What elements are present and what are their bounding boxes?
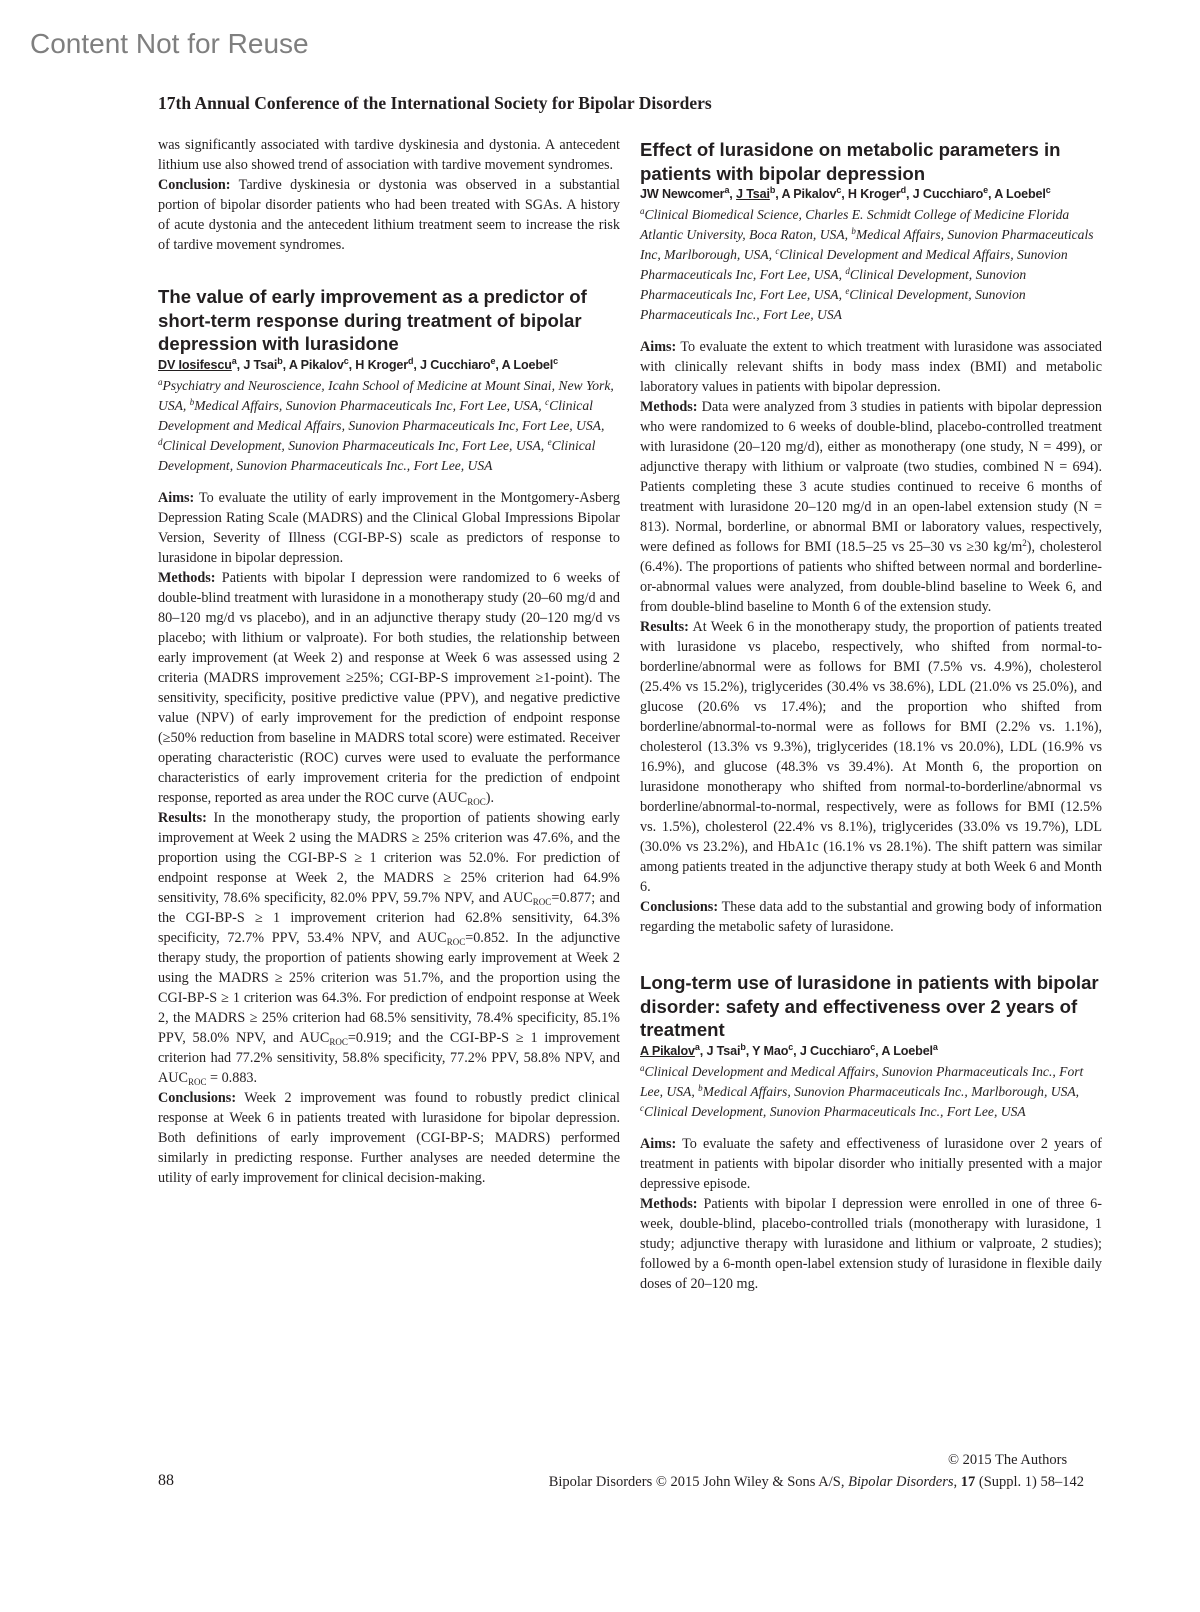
auc-subscript: ROC <box>532 896 552 907</box>
author-affiliation-mark: e <box>983 185 988 195</box>
results-label: Results: <box>640 619 689 635</box>
affiliation-text: Psychiatry and Neuroscience, Icahn School of Medicine at Mount Sinai, New York, USA, <box>158 377 614 413</box>
results-paragraph <box>640 617 1102 897</box>
affiliation-text: Medical Affairs, Sunovion Pharmaceuticals Inc, Fort Lee, USA, <box>194 397 546 413</box>
author-affiliation-mark: a <box>694 1041 700 1052</box>
results-text: =0.852. In the adjunctive therapy study, the proportion of patients showing early improvement at Week 2 using the MADRS ≥ 25% criterion was 51.7%, and the proportion using the CGI-BP-S ≥ 1 criterion was 64.3%. For prediction of endpoint response at Week 2, the MADRS ≥ 25% criterion had 68.5% sensitivity, 78.4% specificity, 85.1% PPV, 58.0% NPV, and AUC <box>158 929 620 1046</box>
methods-text: Patients with bipolar I depression were randomized to 6 weeks of double-blind treatment with lurasidone in a monotherapy study (20–60 mg/d and 80–120 mg/d vs placebo), and in an adjunctive therapy study (20–120 mg/d vs placebo; with lithium or valproate). For both studies, the relationship between early improvement (at Week 2) and response at Week 6 was assessed using 2 criteria (MADRS improvement ≥25%; CGI-BP-S improvement ≥1-point). The sensitivity, specificity, positive predictive value (PPV), and negative predictive value (NPV) of early improvement for the prediction of endpoint response (≥50% reduction from baseline in MADRS total score) were estimated. Receiver operating characteristic (ROC) curves were used to evaluate the performance characteristics of early improvement criteria for the prediction of endpoint response, reported as area under the ROC curve (AUC <box>158 569 620 806</box>
journal-suffix: (Suppl. 1) 58–142 <box>975 1474 1084 1490</box>
results-paragraph <box>158 808 620 1088</box>
aims-label: Aims: <box>640 339 677 355</box>
author-name: Y Mao <box>752 1043 789 1058</box>
aims-paragraph <box>640 337 1102 397</box>
aims-paragraph <box>640 1134 1102 1194</box>
author-affiliation-mark: d <box>900 185 906 195</box>
author-name: J Tsai <box>706 1043 741 1058</box>
affiliation-text: Clinical Development and Medical Affairs, Sunovion Pharmaceuticals Inc., Fort Lee, USA, <box>640 1063 1084 1099</box>
affiliation-text: Medical Affairs, Sunovion Pharmaceuticals Inc., Marlborough, USA, <box>702 1083 1080 1099</box>
author-affiliation-mark: b <box>769 185 776 195</box>
affiliation-text: Clinical Biomedical Science, Charles E. Schmidt College of Medicine Florida Atlantic University, Boca Raton, USA, <box>640 207 1070 242</box>
affiliation-text: Medical Affairs, Sunovion Pharmaceuticals Inc, Marlborough, USA, <box>640 227 1094 262</box>
conclusions-label: Conclusions: <box>640 899 719 915</box>
methods-paragraph <box>640 1194 1102 1294</box>
author-affiliation-mark: c <box>343 355 349 366</box>
author-name: J Tsai <box>243 357 278 372</box>
abstract-title: The value of early improvement as a predictor of short-term response during treatment of bipolar depression with lurasidone <box>158 286 587 354</box>
author-affiliation-mark: a <box>724 185 730 195</box>
conclusion-label: Conclusion: <box>158 177 231 193</box>
author-name: A Pikalov <box>781 187 837 201</box>
conclusions-text: Week 2 improvement was found to robustly predict clinical response at Week 6 in patients treated with lurasidone for bipolar depression. Both definitions of early improvement (CGI-BP-S; MADRS) performed similarly in predicting response. Further analyses are needed determine the utility of early improvement for clinical decision-making. <box>158 1089 620 1186</box>
affiliation-mark: b <box>698 1082 703 1093</box>
author-name: A Loebel <box>881 1043 933 1058</box>
author-list: JW Newcomer$^a$, J Tsai$^b$, A Pikalov$^c$, H Kroger$^d$, J Cucchiaro$^e$, A Loebel$^c$ <box>640 185 1051 201</box>
methods-label: Methods: <box>640 1195 698 1212</box>
author-affiliation-mark: c <box>788 1041 794 1052</box>
affiliation-text: Clinical Development, Sunovion Pharmaceuticals Inc, Fort Lee, USA, <box>640 267 1027 302</box>
affiliations <box>640 1062 1102 1122</box>
methods-label: Methods: <box>158 569 216 586</box>
author-name: A Loebel <box>994 187 1046 201</box>
abstract-title: Effect of lurasidone on metabolic parameters in patients with bipolar depression <box>640 139 1061 184</box>
methods-label: Methods: <box>640 399 698 415</box>
author-name: J Cucchiaro <box>420 357 491 372</box>
auc-subscript: ROC <box>467 796 486 807</box>
affiliation-mark: c <box>775 246 780 256</box>
continued-conclusion <box>158 175 620 255</box>
results-text: =0.877; and the CGI-BP-S ≥ 1 improvement criterion had 62.8% sensitivity, 64.3% specificity, 72.7% PPV, 53.4% NPV, and AUC <box>158 889 620 946</box>
conclusions-paragraph <box>158 1088 620 1188</box>
affiliation-text: Clinical Development and Medical Affairs, Sunovion Pharmaceuticals Inc, Fort Lee, USA, <box>158 397 605 433</box>
journal-name: Bipolar Disorders <box>848 1474 954 1490</box>
affiliation-text: Clinical Development, Sunovion Pharmaceuticals Inc., Fort Lee, USA <box>158 437 596 473</box>
methods-paragraph <box>640 397 1102 617</box>
page-number: 88 <box>158 1472 174 1489</box>
results-label: Results: <box>158 809 207 826</box>
author-affiliation-mark: d <box>407 355 414 366</box>
author-name: J Cucchiaro <box>912 187 984 201</box>
affiliation-mark: d <box>845 266 850 276</box>
aims-text: To evaluate the utility of early improvement in the Montgomery-Asberg Depression Rating Scale (MADRS) and the Clinical Global Impressions Bipolar Version, Severity of Illness (CGI-BP-S) scale as predictors of response to lurasidone in bipolar depression. <box>158 489 620 566</box>
affiliation-text: Clinical Development and Medical Affairs, Sunovion Pharmaceuticals Inc, Fort Lee, USA, <box>640 247 1068 282</box>
affiliation-mark: a <box>640 206 645 216</box>
methods-text-end: ), cholesterol (6.4%). The proportions of patients who shifted between normal and borderline-or-abnormal values were analyzed, from double-blind baseline to Week 6, and from double-blind baseline to Month 6 of the extension study. <box>640 539 1103 615</box>
author-name: H Kroger <box>355 357 408 372</box>
auc-subscript: ROC <box>446 936 466 947</box>
affiliations <box>158 376 620 476</box>
left-column <box>158 135 620 1188</box>
affiliations <box>640 205 1102 325</box>
methods-text-end: ). <box>485 789 495 806</box>
author-name: J Cucchiaro <box>799 1043 871 1058</box>
affiliation-mark: e <box>845 286 850 296</box>
auc-subscript: ROC <box>187 1076 207 1087</box>
author-name: JW Newcomer <box>640 187 725 201</box>
aims-paragraph <box>158 488 620 568</box>
author-list: A Pikalov$^a$, J Tsai$^b$, Y Mao$^c$, J Cucchiaro$^c$, A Loebel$^a$ <box>640 1041 938 1058</box>
methods-text: Data were analyzed from 3 studies in patients with bipolar depression who were randomized to 6 weeks of double-blind, placebo-controlled treatment with lurasidone (20–120 mg/d), either as monotherapy (one study, N = 499), or adjunctive therapy with lithium or valproate (two studies, combined N = 694). Patients completing these 3 acute studies continued to receive 6 months of treatment with lurasidone 20–120 mg/d in an open-label extension study (N = 813). Normal, borderline, or abnormal BMI or laboratory values, respectively, were defined as follows for BMI (18.5–25 vs 25–30 vs ≥30 kg/m <box>640 399 1102 555</box>
affiliation-text: Clinical Development, Sunovion Pharmaceuticals Inc., Fort Lee, USA <box>640 287 1026 322</box>
affiliation-text: Clinical Development, Sunovion Pharmaceuticals Inc, Fort Lee, USA, <box>162 437 548 453</box>
results-text: =0.919; and the CGI-BP-S ≥ 1 improvement criterion had 77.2% sensitivity, 58.8% specificity, 77.2% PPV, 58.8% NPV, and AUC <box>158 1029 620 1086</box>
affiliation-mark: c <box>545 396 550 407</box>
author-affiliation-mark: b <box>740 1041 746 1052</box>
author-affiliation-mark: c <box>553 355 558 366</box>
abstract-title: Long-term use of lurasidone in patients with bipolar disorder: safety and effectiveness over 2 years of treatment <box>640 972 1099 1040</box>
conclusions-paragraph <box>640 897 1102 937</box>
author-name: J Tsai <box>736 187 770 201</box>
journal-citation <box>549 1474 1084 1491</box>
author-name: A Loebel <box>501 357 554 372</box>
journal-volume: 17 <box>960 1474 976 1490</box>
author-name: A Pikalov <box>288 357 344 372</box>
running-head: 17th Annual Conference of the International Society for Bipolar Disorders <box>158 93 712 113</box>
aims-label: Aims: <box>158 489 195 506</box>
conclusions-label: Conclusions: <box>158 1089 237 1106</box>
author-affiliation-mark: b <box>277 355 283 366</box>
auc-subscript: ROC <box>329 1036 348 1047</box>
journal-prefix: Bipolar Disorders © 2015 John Wiley & Sons A/S, <box>548 1474 849 1490</box>
conclusion-text: Tardive dyskinesia or dystonia was observed in a substantial portion of bipolar disorder patients who had been treated with SGAs. A history of acute dystonia and the antecedent lithium treatment seem to increase the risk of tardive movement syndromes. <box>158 177 620 253</box>
aims-text: To evaluate the extent to which treatment with lurasidone was associated with clinically relevant shifts in body mass index (BMI) and metabolic laboratory values in patients with bipolar depression. <box>640 339 1102 395</box>
author-affiliation-mark: a <box>932 1041 938 1052</box>
affiliation-mark: b <box>851 226 856 236</box>
author-list: DV Iosifescu$^a$, J Tsai$^b$, A Pikalov$^c$, H Kroger$^d$, J Cucchiaro$^e$, A Loebel$^c$ <box>158 355 558 372</box>
author-affiliation-mark: a <box>231 355 237 366</box>
superscript-2: 2 <box>1022 538 1027 548</box>
author-name: H Kroger <box>847 187 901 201</box>
methods-paragraph <box>158 568 620 808</box>
results-text: At Week 6 in the monotherapy study, the proportion of patients treated with lurasidone vs placebo, respectively, who shifted from normal-to-borderline/abnormal were as follows for BMI (7.5% vs. 4.9%), cholesterol (25.4% vs 15.2%), triglycerides (30.4% vs 38.6%), LDL (21.0% vs 25.0%), and glucose (20.6% vs 17.4%); and the proportion who shifted from borderline/abnormal-to-normal were as follows for BMI (2.2% vs. 1.1%), cholesterol (13.3% vs 9.3%), triglycerides (18.1% vs 20.0%), LDL (16.9% vs 16.9%), and glucose (48.3% vs 39.4%). At Month 6, the proportion on lurasidone monotherapy who shifted from normal-to-borderline/abnormal vs borderline/abnormal-to-normal, respectively, were as follows for BMI (12.5% vs. 1.5%), cholesterol (22.4% vs 8.1%), triglycerides (33.0% vs 19.7%), LDL (30.0% vs 23.2%), and HbA1c (16.1% vs 28.1%). The shift pattern was similar among patients treated in the adjunctive therapy study at both Week 6 and Month 6. <box>640 619 1102 895</box>
author-affiliation-mark: c <box>1045 185 1051 195</box>
results-text: In the monotherapy study, the proportion of patients showing early improvement at Week 2 using the MADRS ≥ 25% criterion was 47.6%, and the proportion using the CGI-BP-S ≥ 1 criterion was 52.0%. For prediction of endpoint response at Week 2, the MADRS ≥ 25% criterion had 64.9% sensitivity, 78.6% specificity, 82.0% PPV, 59.7% NPV, and AUC <box>158 809 620 906</box>
aims-label: Aims: <box>640 1135 677 1152</box>
copyright-notice: © 2015 The Authors <box>948 1452 1068 1468</box>
right-column <box>640 138 1102 1294</box>
author-affiliation-mark: c <box>836 185 842 195</box>
aims-text: To evaluate the safety and effectiveness of lurasidone over 2 years of treatment in patients with bipolar disorder who initially presented with a major depressive episode. <box>640 1135 1102 1192</box>
conclusions-text: These data add to the substantial and growing body of information regarding the metabolic safety of lurasidone. <box>640 899 1102 935</box>
affiliation-mark: a <box>158 376 163 387</box>
author-name: A Pikalov <box>640 1043 695 1058</box>
author-affiliation-mark: c <box>870 1041 876 1052</box>
affiliation-mark: c <box>640 1102 644 1113</box>
affiliation-mark: e <box>547 436 552 447</box>
affiliation-mark: d <box>158 436 163 447</box>
affiliation-mark: b <box>189 396 195 407</box>
continued-paragraph: was significantly associated with tardive dyskinesia and dystonia. A antecedent lithium use also showed trend of association with tardive movement syndromes. <box>158 137 620 173</box>
results-text: = 0.883. <box>206 1069 258 1086</box>
methods-text: Patients with bipolar I depression were enrolled in one of three 6-week, double-blind, placebo-controlled trials (monotherapy with lurasidone, 1 study; adjunctive therapy with lurasidone and lithium or valproate, 2 studies); followed by a 6-month open-label extension study of lurasidone in flexible daily doses of 20–120 mg. <box>640 1195 1102 1292</box>
author-affiliation-mark: e <box>490 355 496 366</box>
watermark: Content Not for Reuse <box>30 28 309 59</box>
affiliation-text: Clinical Development, Sunovion Pharmaceuticals Inc., Fort Lee, USA <box>644 1103 1026 1119</box>
journal-sep: , <box>953 1474 961 1490</box>
author-name: DV Iosifescu <box>158 357 232 372</box>
affiliation-mark: a <box>640 1062 645 1073</box>
